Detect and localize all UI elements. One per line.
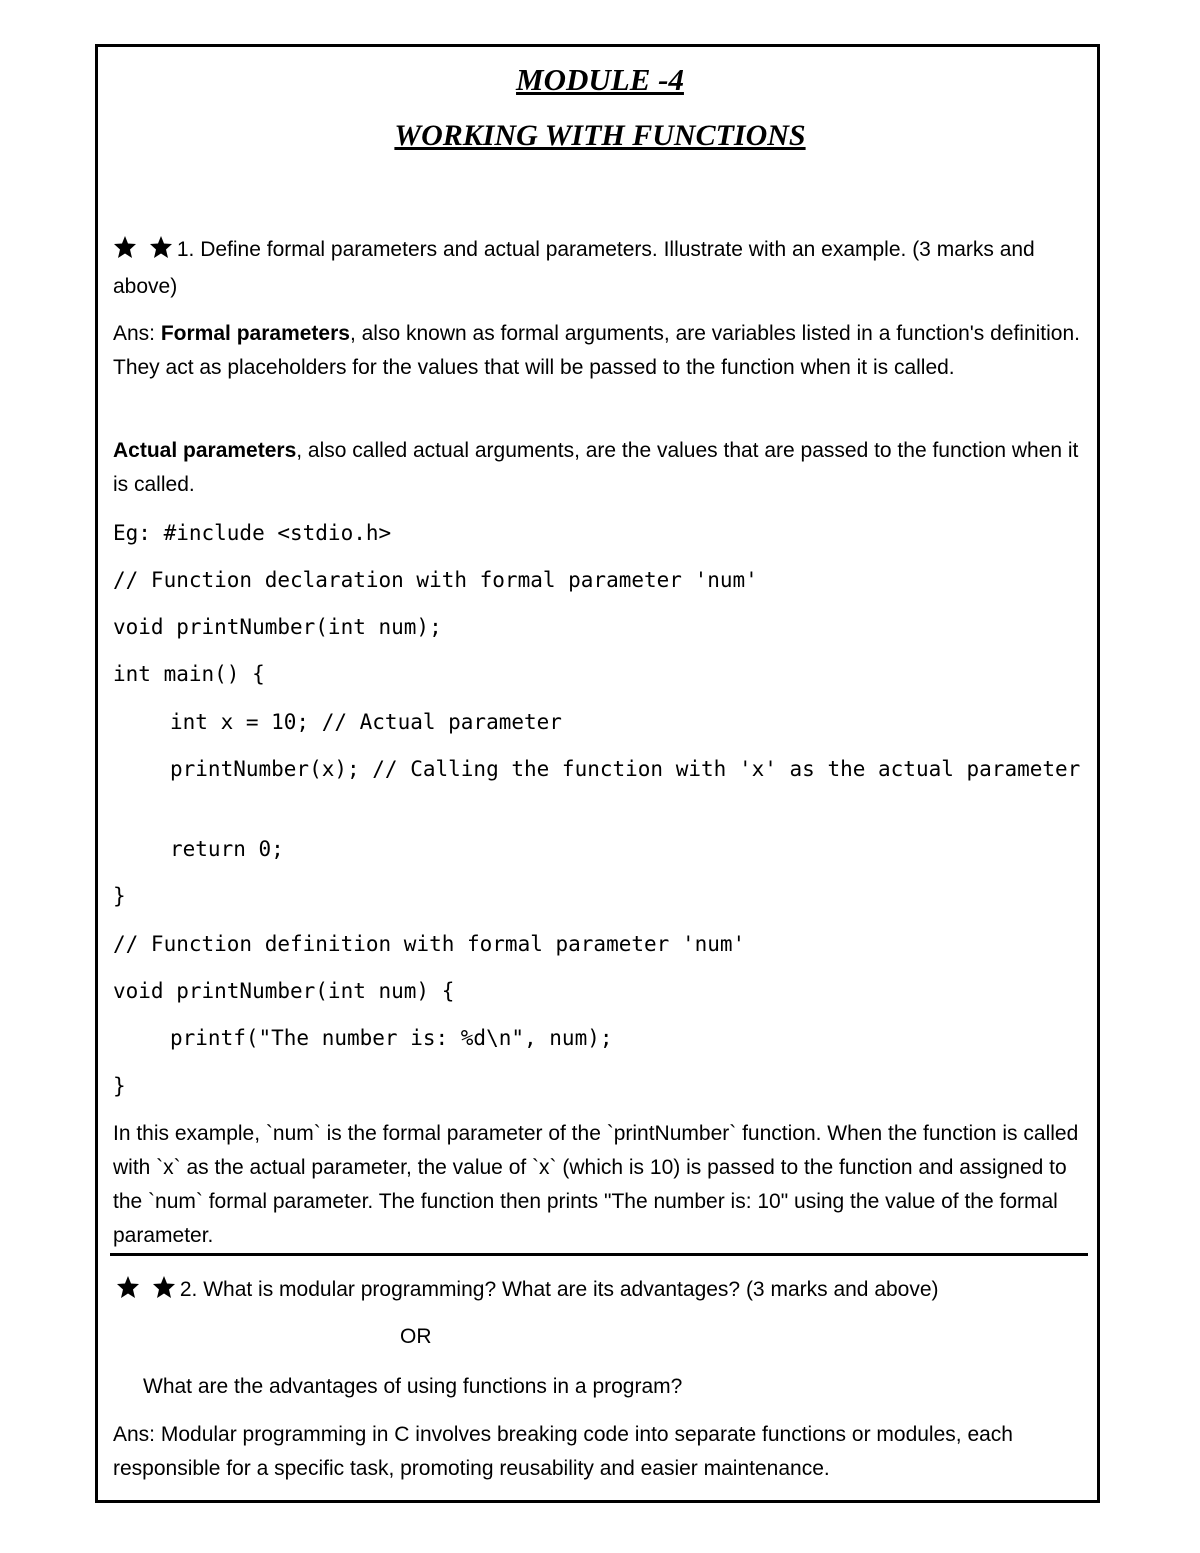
code-line: void printNumber(int num);	[113, 615, 442, 639]
explanation: In this example, `num` is the formal parameter of the `printNumber` function. When the function is called with `x` as the actual parameter, the value of `x` (which is 10) is passed to the function and assigned to the `num` formal parameter. The function then prints "The number is: 10" using the value of the formal parameter.	[113, 1122, 1079, 1247]
module-subtitle: WORKING WITH FUNCTIONS	[394, 119, 806, 152]
ans-prefix: Ans:	[113, 322, 161, 345]
section-divider	[110, 1253, 1088, 1256]
question-2-text: 2. What is modular programming? What are its advantages? (3 marks and above)	[179, 1278, 939, 1301]
code-line: return 0;	[170, 837, 284, 861]
formal-text: , also known as formal arguments, are variables listed in a function's definition. They act as placeholders for the values that will be passed to the function when it is called.	[113, 322, 1081, 379]
question-1-text: 1. Define formal parameters and actual parameters. Illustrate with an example. (3 marks and above)	[113, 238, 1035, 298]
star-icon	[149, 235, 173, 259]
answer-formal	[113, 317, 1088, 385]
code-line: Eg: #include <stdio.h>	[113, 521, 392, 545]
star-icon	[152, 1275, 176, 1299]
code-line: int x = 10; // Actual parameter	[170, 710, 562, 734]
question-2	[116, 1273, 1091, 1310]
star-icon	[116, 1275, 140, 1299]
module-title: MODULE -4	[516, 62, 684, 97]
code-line: printNumber(x); // Calling the function with 'x' as the actual parameter	[170, 757, 1081, 781]
formal-term: Formal parameters	[160, 322, 350, 345]
code-line: int main() {	[113, 662, 265, 686]
important-stars	[113, 235, 173, 270]
or-separator: OR	[400, 1325, 432, 1348]
question-1	[113, 233, 1088, 304]
important-stars	[116, 1275, 176, 1310]
code-line: void printNumber(int num) {	[113, 979, 455, 1003]
code-line: // Function definition with formal parameter 'num'	[113, 932, 746, 956]
code-line: // Function declaration with formal parameter 'num'	[113, 568, 758, 592]
answer-2: Ans: Modular programming in C involves breaking code into separate functions or modules, each responsible for a specific task, promoting reusability and easier maintenance.	[113, 1423, 1013, 1480]
code-line: printf("The number is: %d\n", num);	[170, 1026, 613, 1050]
code-line: }	[113, 1074, 126, 1098]
question-2-alt: What are the advantages of using functions in a program?	[143, 1375, 683, 1398]
answer-actual	[113, 434, 1088, 502]
code-line: }	[113, 884, 126, 908]
actual-term: Actual parameters	[113, 439, 297, 462]
actual-text: , also called actual arguments, are the values that are passed to the function when it is called.	[113, 439, 1079, 496]
star-icon	[113, 235, 137, 259]
